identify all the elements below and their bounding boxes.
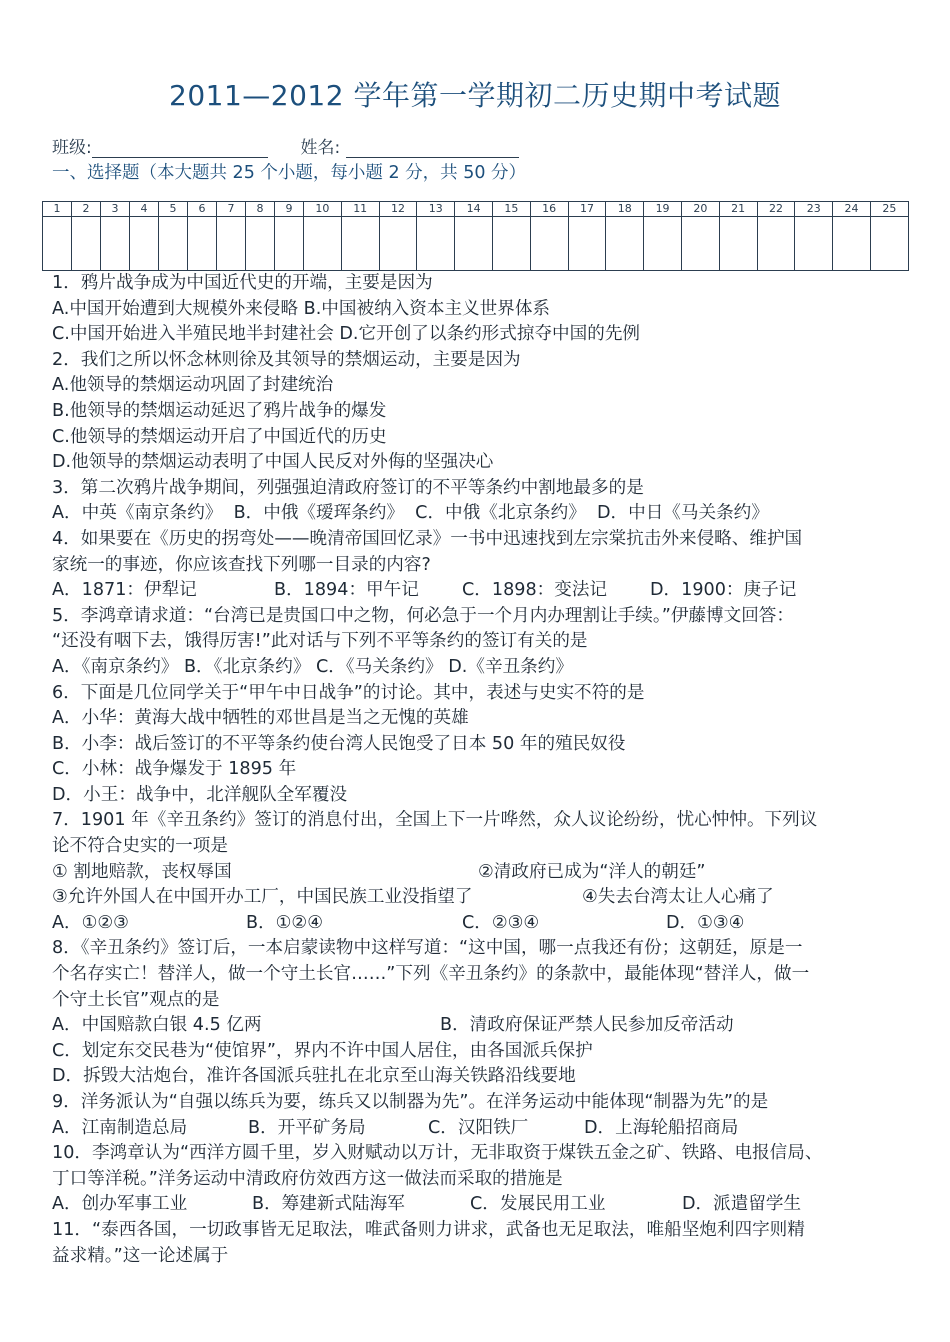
answer-cell-13[interactable] [417,217,455,271]
q1-options-ab: A.中国开始遭到大规模外来侵略 B.中国被纳入资本主义世界体系 [52,298,551,319]
answer-cell-1[interactable] [43,217,72,271]
q7-option-d: D．①③④ [666,912,745,933]
q7-options [52,911,902,937]
q1-stem: 1．鸦片战争成为中国近代史的开端，主要是因为 [52,273,433,293]
answer-cell-7[interactable] [217,217,246,271]
q7-option-b: B．①②④ [246,912,323,933]
q7-statement-2: ②清政府已成为“洋人的朝廷” [478,861,706,882]
q5-stem-line1: 5．李鸿章请求道：“台湾已是贵国口中之物，何必急于一个月内办理割让手续。”伊藤博文回答： [52,605,794,626]
q10-option-c: C．发展民用工业 [470,1194,606,1215]
answer-cell-21[interactable] [719,217,757,271]
answer-number-row [43,202,909,217]
q8-stem-line1: 8．《辛丑条约》签订后，一本启蒙读物中这样写道：“这中国，哪一点我还有份；这朝廷，原是一 [52,938,803,959]
answer-cell-2[interactable] [72,217,101,271]
answer-cell-4[interactable] [130,217,159,271]
answer-number-1: 1 [43,202,72,217]
answer-number-4: 4 [130,202,159,217]
answer-cell-10[interactable] [304,217,342,271]
answer-cell-23[interactable] [795,217,833,271]
answer-number-6: 6 [188,202,217,217]
q9-option-b: B．开平矿务局 [248,1117,366,1138]
q8-option-b: B．清政府保证严禁人民参加反帝活动 [440,1015,734,1036]
answer-number-24: 24 [833,202,871,217]
q9-stem: 9．洋务派认为“自强以练兵为要，练兵又以制器为先”。在洋务运动中能体现“制器为先”的是 [52,1092,769,1112]
q6-stem: 6．下面是几位同学关于“甲午中日战争”的讨论。其中，表述与史实不符的是 [52,682,645,703]
q10-option-b: B．筹建新式陆海军 [252,1194,405,1215]
name-field[interactable] [346,139,519,158]
q8-stem-line3: 个守土长官”观点的是 [52,989,220,1010]
answer-cell-11[interactable] [341,217,379,271]
answer-number-22: 22 [757,202,795,217]
answer-number-7: 7 [217,202,246,217]
q5-stem-line2: “还没有咽下去，饿得厉害!”此对话与下列不平等条约的签订有关的是 [52,631,588,652]
student-info [52,133,519,158]
q7-statements-34 [52,885,902,911]
q9-option-a: A．江南制造总局 [52,1117,188,1138]
q4-stem-line2: 家统一的事迹，你应该查找下列哪一目录的内容? [52,554,431,575]
q1-options-cd: C.中国开始进入半殖民地半封建社会 D.它开创了以条约形式掠夺中国的先例 [52,324,641,345]
class-field[interactable] [92,139,268,158]
q2-option-b: B.他领导的禁烟运动延迟了鸦片战争的爆发 [52,400,387,421]
class-label: 班级: [52,138,92,158]
answer-cell-18[interactable] [606,217,644,271]
answer-cell-24[interactable] [833,217,871,271]
q7-option-a: A．①②③ [52,912,129,933]
q6-option-c: C．小林：战争爆发于 1895 年 [52,759,297,780]
answer-number-20: 20 [681,202,719,217]
q10-stem-line1: 10．李鸿章认为“西洋方圆千里，岁入财赋动以万计，无非取资于煤铁五金之矿、铁路、电报信局、 [52,1143,823,1164]
q10-stem-line2: 丁口等洋税。”洋务运动中清政府仿效西方这一做法而采取的措施是 [52,1168,563,1189]
q10-options [52,1192,902,1218]
q2-option-d: D.他领导的禁烟运动表明了中国人民反对外侮的坚强决心 [52,452,494,473]
q8-option-d: D．拆毁大沽炮台，准许各国派兵驻扎在北京至山海关铁路沿线要地 [52,1066,576,1087]
answer-cell-22[interactable] [757,217,795,271]
q10-option-a: A．创办军事工业 [52,1194,188,1215]
answer-cell-14[interactable] [455,217,493,271]
answer-cell-16[interactable] [530,217,568,271]
q4-option-a: A．1871：伊犁记 [52,580,197,601]
answer-number-10: 10 [304,202,342,217]
q4-options [52,578,902,604]
section-heading: 一、选择题（本大题共 25 个小题，每小题 2 分，共 50 分） [52,163,527,183]
q4-option-b: B．1894：甲午记 [274,580,419,601]
q4-option-d: D．1900：庚子记 [650,580,797,601]
q7-stem-line1: 7．1901 年《辛丑条约》签订的消息付出，全国上下一片哗然，众人议论纷纷，忧心忡忡。下列议 [52,810,818,831]
answer-number-5: 5 [159,202,188,217]
answer-cell-6[interactable] [188,217,217,271]
q9-option-d: D．上海轮船招商局 [584,1117,739,1138]
answer-cell-9[interactable] [275,217,304,271]
answer-cell-3[interactable] [101,217,130,271]
q4-stem-line1: 4．如果要在《历史的拐弯处——晚清帝国回忆录》一书中迅速找到左宗棠抗击外来侵略、维护国 [52,528,803,549]
answer-number-25: 25 [870,202,908,217]
answer-number-3: 3 [101,202,130,217]
answer-cell-20[interactable] [681,217,719,271]
answer-number-23: 23 [795,202,833,217]
answer-number-14: 14 [455,202,493,217]
q6-option-b: B．小李：战后签订的不平等条约使台湾人民饱受了日本 50 年的殖民奴役 [52,733,626,754]
q4-option-c: C．1898：变法记 [462,580,608,601]
q6-option-a: A．小华：黄海大战中牺牲的邓世昌是当之无愧的英雄 [52,708,469,729]
answer-number-11: 11 [341,202,379,217]
answer-cell-12[interactable] [379,217,417,271]
q7-statements-12 [52,860,902,886]
q7-statement-1: ① 割地赔款，丧权辱国 [52,861,232,882]
q5-options: A．《南京条约》 B．《北京条约》 C．《马关条约》 D.《辛丑条约》 [52,656,573,677]
answer-number-12: 12 [379,202,417,217]
q11-stem-line2: 益求精。”这一论述属于 [52,1245,229,1266]
answer-number-17: 17 [568,202,606,217]
q8-option-c: C．划定东交民巷为“使馆界”，界内不许中国人居住，由各国派兵保护 [52,1040,593,1061]
q9-options [52,1116,902,1142]
answer-number-19: 19 [644,202,682,217]
answer-cell-5[interactable] [159,217,188,271]
questions [52,271,902,1269]
answer-number-16: 16 [530,202,568,217]
q2-stem: 2．我们之所以怀念林则徐及其领导的禁烟运动，主要是因为 [52,349,521,370]
answer-cell-8[interactable] [246,217,275,271]
answer-table [42,201,909,271]
answer-number-9: 9 [275,202,304,217]
answer-number-8: 8 [246,202,275,217]
answer-number-13: 13 [417,202,455,217]
q7-stem-line2: 论不符合史实的一项是 [52,836,228,857]
q2-option-a: A.他领导的禁烟运动巩固了封建统治 [52,375,334,396]
answer-cell-17[interactable] [568,217,606,271]
name-label: 姓名: [300,138,341,158]
answer-number-18: 18 [606,202,644,217]
q8-options-ab [52,1013,902,1039]
q7-statement-4: ④失去台湾太让人心痛了 [582,887,774,908]
q3-options: A．中英《南京条约》 B．中俄《瑷珲条约》 C．中俄《北京条约》 D．中日《马关条约》 [52,503,769,524]
exam-title: 2011—2012 学年第一学期初二历史期中考试题 [169,79,781,112]
answer-number-15: 15 [492,202,530,217]
q2-option-c: C.他领导的禁烟运动开启了中国近代的历史 [52,426,387,447]
q8-option-a: A．中国赔款白银 4.5 亿两 [52,1015,262,1036]
answer-cell-row [43,217,909,271]
answer-number-21: 21 [719,202,757,217]
answer-number-2: 2 [72,202,101,217]
q11-stem-line1: 11．“泰西各国，一切政事皆无足取法，唯武备则力讲求，武备也无足取法，唯船坚炮利四字则精 [52,1219,805,1240]
q8-stem-line2: 个名存实亡！替洋人，做一个守土长官……”下列《辛丑条约》的条款中，最能体现“替洋人，做一 [52,964,810,985]
q7-statement-3: ③允许外国人在中国开办工厂，中国民族工业没指望了 [52,887,473,908]
q10-option-d: D．派遣留学生 [682,1194,802,1215]
q3-stem: 3．第二次鸦片战争期间，列强强迫清政府签订的不平等条约中割地最多的是 [52,477,644,498]
answer-cell-15[interactable] [492,217,530,271]
answer-cell-25[interactable] [870,217,908,271]
q7-option-c: C．②③④ [462,912,540,933]
q9-option-c: C．汉阳铁厂 [428,1117,529,1138]
q6-option-d: D．小王：战争中，北洋舰队全军覆没 [52,784,348,805]
answer-cell-19[interactable] [644,217,682,271]
